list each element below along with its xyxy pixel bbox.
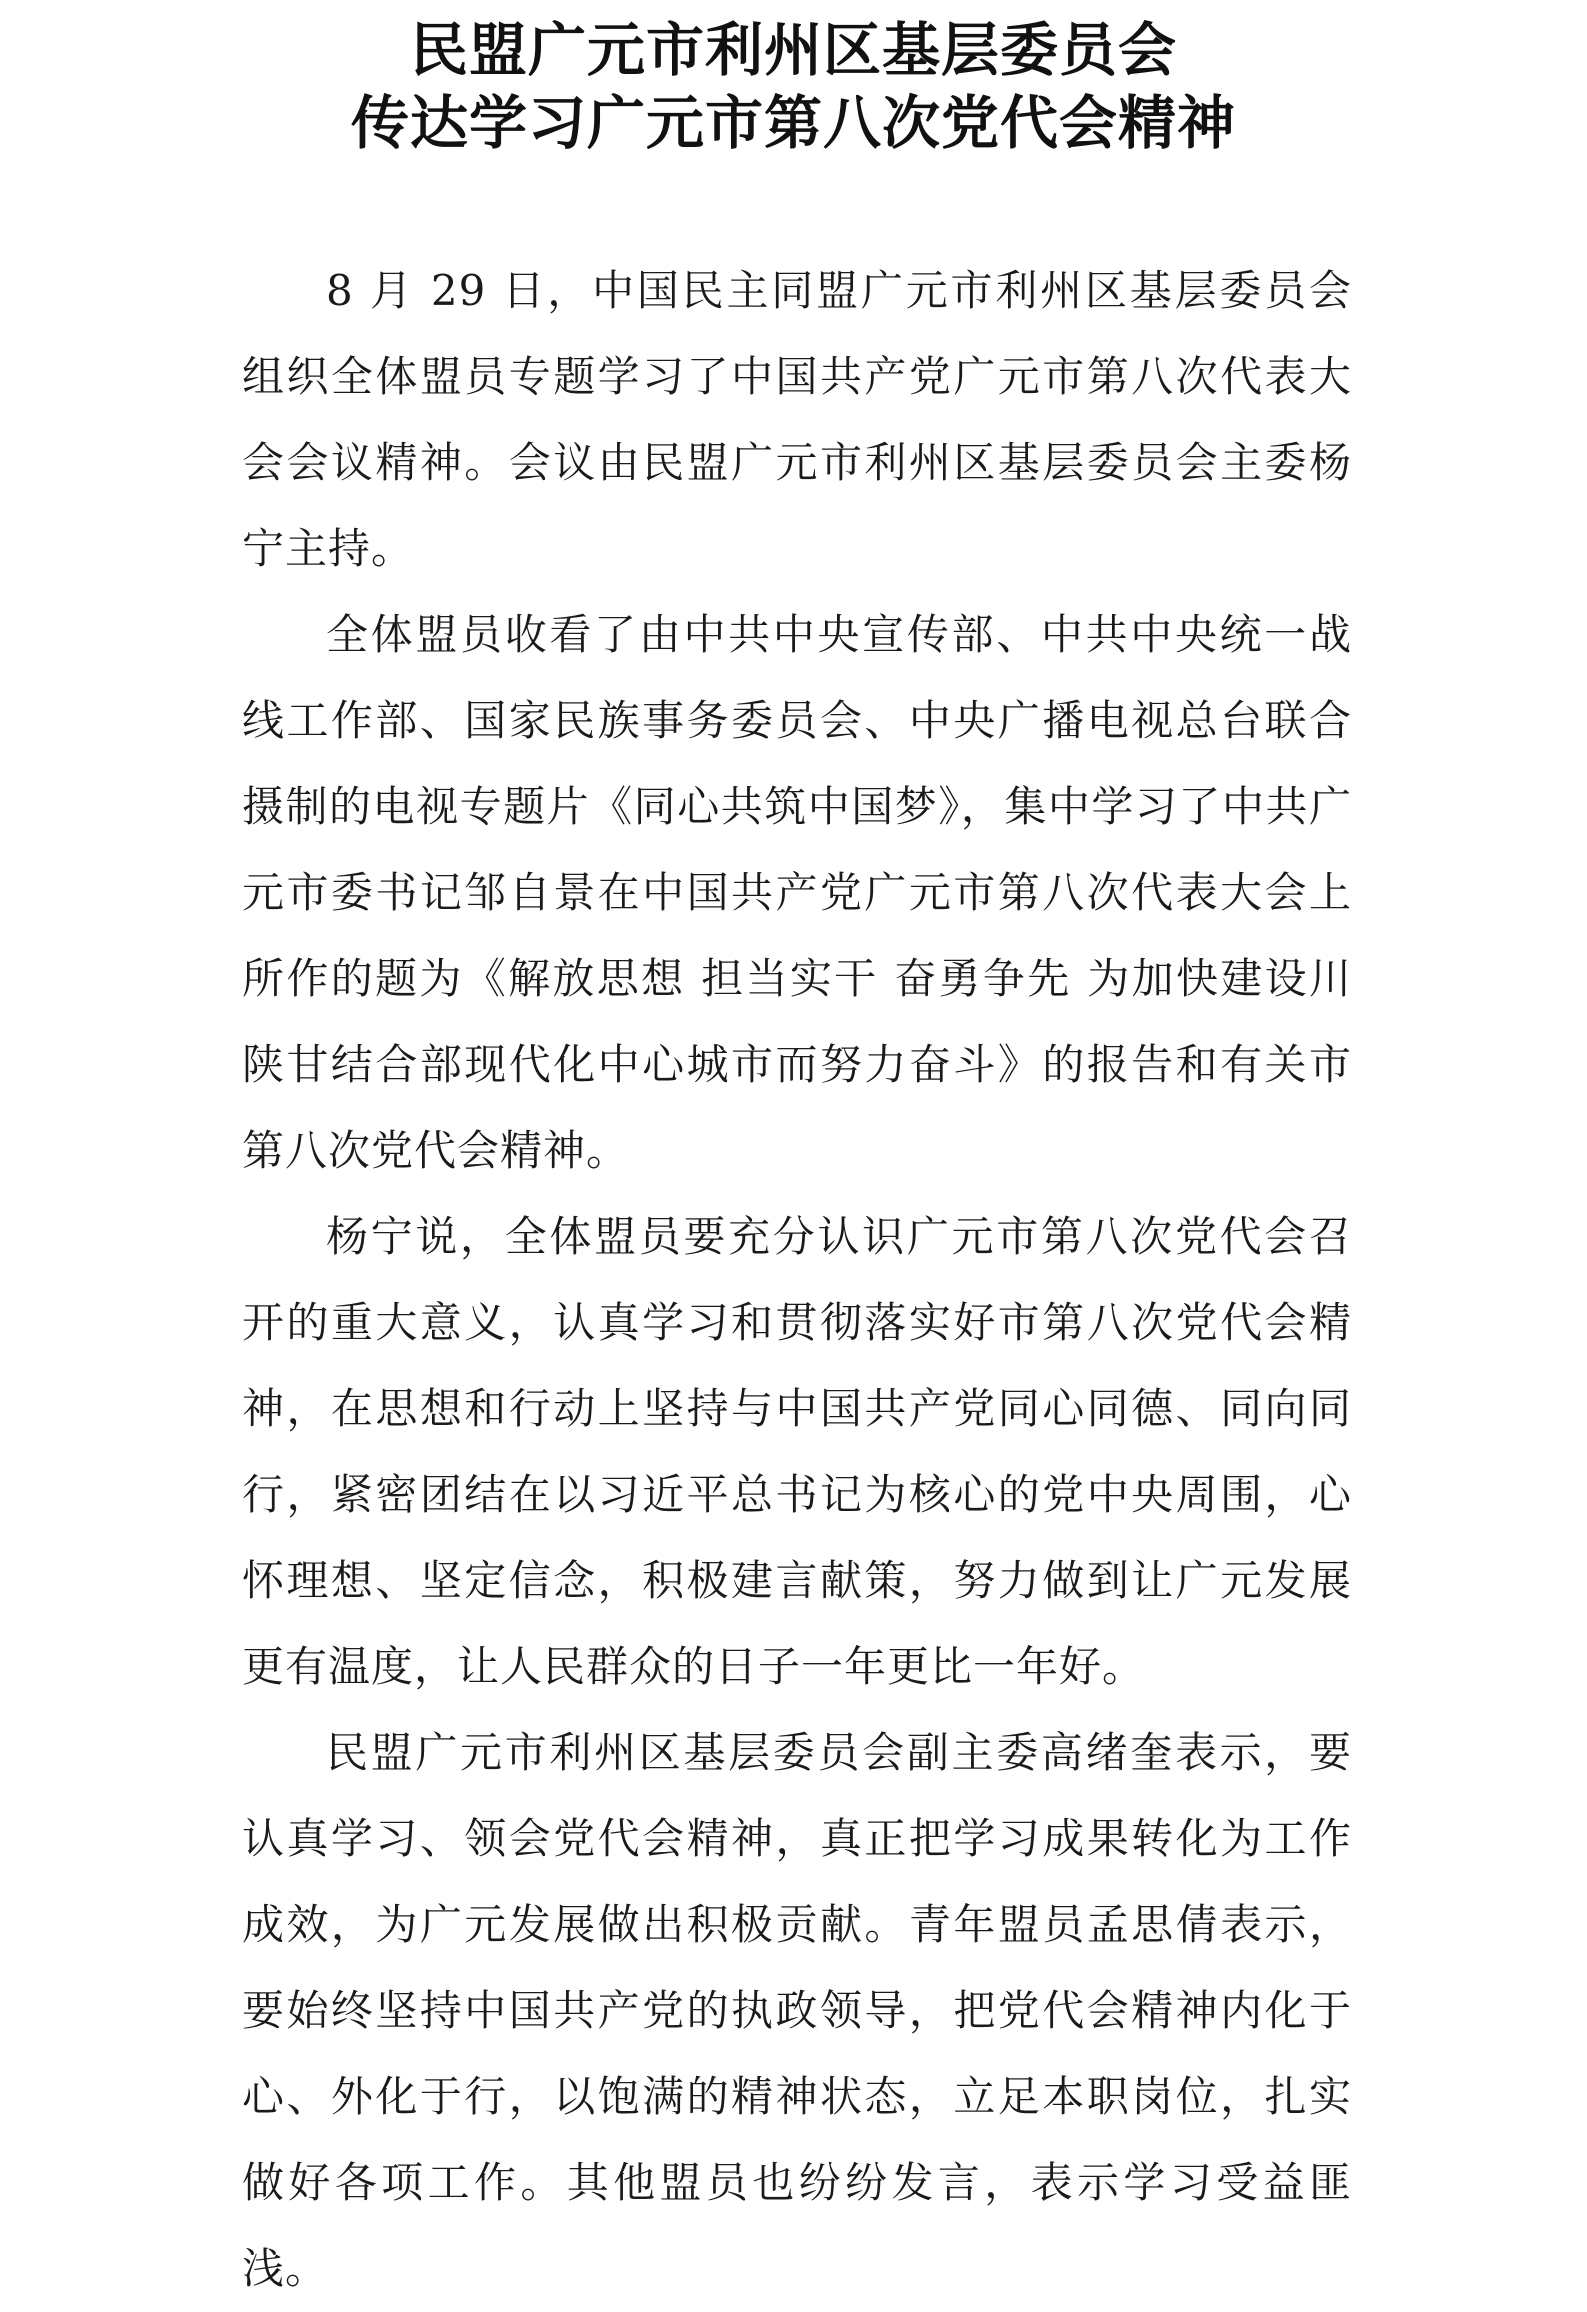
paragraph-3: 杨宁说，全体盟员要充分认识广元市第八次党代会召开的重大意义，认真学习和贯彻落实好市第八次党代会精神，在思想和行动上坚持与中国共产党同心同德、同向同行，紧密团结在以习近平总书记为核心的党中央周围，心怀理想、坚定信念，积极建言献策，努力做到让广元发展更有温度，让人民群众的日子一年更比一年好。 [242, 1212, 1352, 1691]
document-body [242, 248, 1352, 2312]
paragraph-1: 8 月 29 日，中国民主同盟广元市利州区基层委员会组织全体盟员专题学习了中国共产党广元市第八次代表大会会议精神。会议由民盟广元市利州区基层委员会主委杨宁主持。 [242, 266, 1352, 573]
document-title-line1: 民盟广元市利州区基层委员会 [409, 16, 1177, 84]
document-title-line2: 传达学习广元市第八次党代会精神 [350, 89, 1236, 157]
paragraph-2: 全体盟员收看了由中共中央宣传部、中共中央统一战线工作部、国家民族事务委员会、中央广播电视总台联合摄制的电视专题片《同心共筑中国梦》，集中学习了中共广元市委书记邹自景在中国共产党广元市第八次代表大会上所作的题为《解放思想 担当实干 奋勇争先 为加快建设川陕甘结合部现代化中心城市而努力奋斗》的报告和有关市第八次党代会精神。 [242, 610, 1352, 1175]
paragraph-4: 民盟广元市利州区基层委员会副主委高绪奎表示，要认真学习、领会党代会精神，真正把学习成果转化为工作成效，为广元发展做出积极贡献。青年盟员孟思倩表示，要始终坚持中国共产党的执政领导，把党代会精神内化于心、外化于行，以饱满的精神状态，立足本职岗位，扎实做好各项工作。其他盟员也纷纷发言，表示学习受益匪浅。 [242, 1728, 1352, 2293]
